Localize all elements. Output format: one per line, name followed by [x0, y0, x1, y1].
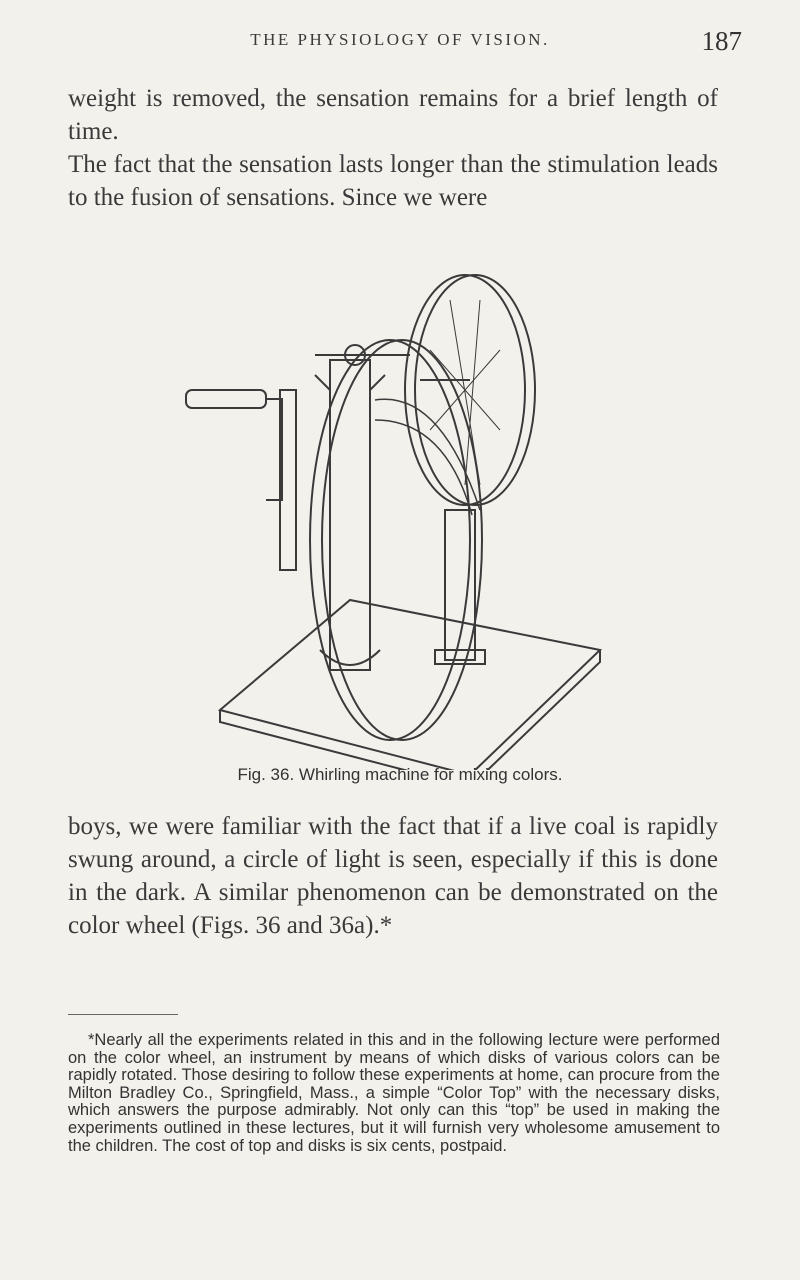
left-column	[330, 360, 370, 670]
whirling-machine-illustration	[180, 270, 640, 770]
body-text-top	[68, 82, 718, 214]
figure-caption: Fig. 36. Whirling machine for mixing colors.	[237, 765, 563, 784]
paragraph-color-wheel: boys, we were familiar with the fact that if a live coal is rapidly swung around, a circle of light is seen, especially if this is done in the dark. A similar phenomenon can be demonstrated on the color wheel (Figs. 36 and 36a).*	[68, 813, 718, 939]
running-head: THE PHYSIOLOGY OF VISION.	[250, 30, 550, 49]
color-disk	[415, 275, 535, 505]
base-board	[220, 600, 600, 770]
footnote: *Nearly all the experiments related in this and in the following lecture were performed on the color wheel, an instrument by means of which disks of various colors can be rapidly rotated. Those desiring to follow these experiments at home, can procure from the Milton Bradley Co., Springfield, Mass., a simple “Color Top” with the necessary disks, which answers the purpose admirably. Not only can this “top” be used in making the experiments outlined in these lectures, but it will furnish very wholesome amusement to the children. The cost of top and disks is six cents, postpaid.	[68, 1031, 720, 1155]
body-text-bottom	[68, 810, 718, 942]
page-number: 187	[701, 26, 742, 56]
base-edge	[220, 650, 600, 770]
page-header	[0, 26, 800, 60]
paragraph-fusion: The fact that the sensation lasts longer than the stimulation leads to the fusion of sensations. Since we were	[68, 151, 718, 211]
whirling-machine-figure	[180, 270, 640, 770]
footnote-rule	[68, 1014, 178, 1015]
crank-handle	[186, 390, 266, 408]
paragraph-continued: weight is removed, the sensation remains for a brief length of time.	[68, 85, 718, 145]
